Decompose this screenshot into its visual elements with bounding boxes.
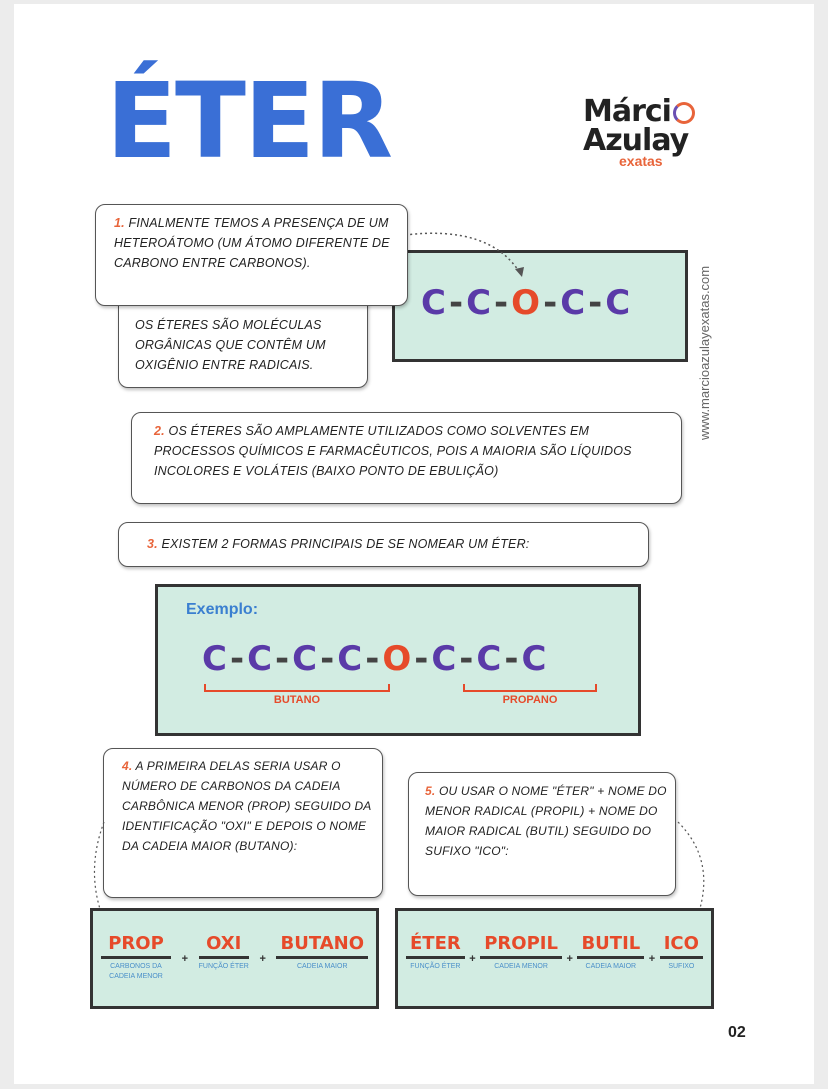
propano-label: PROPANO <box>502 694 558 706</box>
naming-row-1 <box>101 933 368 982</box>
naming-term <box>660 933 703 972</box>
carbon-atom: C <box>292 639 318 679</box>
example-label: Exemplo: <box>186 601 259 618</box>
term-caption: CADEIA MAIOR <box>296 963 348 970</box>
bond-icon: - <box>275 639 290 679</box>
carbon-atom: C <box>202 639 227 679</box>
example-box <box>155 584 641 736</box>
carbon-atom: C <box>337 639 363 679</box>
plus-sign: + <box>566 953 573 965</box>
carbon-atom: C <box>431 639 457 679</box>
naming-term <box>101 933 171 982</box>
carbon-atom: C <box>521 639 547 679</box>
term-caption: CARBONOS DA CADEIA MENOR <box>109 963 163 980</box>
step-number: 5. <box>425 784 436 798</box>
definition-card <box>118 296 368 388</box>
term-word: PROP <box>101 933 171 959</box>
naming-box-2 <box>395 908 714 1009</box>
bond-icon: - <box>588 283 603 323</box>
card-5-text: OU USAR O NOME "ÉTER" + NOME DO MENOR RADICAL (PROPIL) + NOME DO MAIOR RADICAL (BUTIL) SEGUIDO DO SUFIXO "ICO": <box>425 784 667 858</box>
naming-term <box>276 933 368 972</box>
term-word: BUTIL <box>577 933 644 959</box>
term-word: ICO <box>660 933 703 959</box>
term-caption: CADEIA MENOR <box>494 963 548 970</box>
card-2-text: OS ÉTERES SÃO AMPLAMENTE UTILIZADOS COMO SOLVENTES EM PROCESSOS QUÍMICOS E FARMACÊUTICOS, POIS A MAIORIA SÃO LÍQUIDOS INCOLORES E VOLÁTEIS (BAIXO PONTO DE EBULIÇÃO) <box>154 424 632 478</box>
butano-bracket <box>204 684 390 692</box>
card-3 <box>118 522 649 567</box>
bond-icon: - <box>459 639 474 679</box>
dashed-arrow-icon <box>86 820 108 920</box>
naming-term <box>199 933 249 972</box>
card-4-text: A PRIMEIRA DELAS SERIA USAR O NÚMERO DE CARBONOS DA CADEIA CARBÔNICA MENOR (PROP) SEGUIDO DA IDENTIFICAÇÃO "OXI" E DEPOIS O NOME DA CADEIA MAIOR (BUTANO): <box>122 759 372 853</box>
term-word: OXI <box>199 933 249 959</box>
website-url: www.marcioazulayexatas.com <box>697 265 712 440</box>
bond-icon: - <box>494 283 509 323</box>
oxygen-atom: O <box>511 283 541 323</box>
term-caption: SUFIXO <box>668 963 695 970</box>
term-word: ÉTER <box>406 933 465 959</box>
page-title: ÉTER <box>106 60 392 182</box>
carbon-atom: C <box>476 639 502 679</box>
oxygen-atom: O <box>382 639 412 679</box>
card-2 <box>131 412 682 504</box>
naming-term <box>577 933 644 972</box>
term-word: PROPIL <box>480 933 562 959</box>
term-word: BUTANO <box>276 933 368 959</box>
example-chain <box>202 639 546 679</box>
term-caption: FUNÇÃO ÉTER <box>410 963 461 970</box>
bond-icon: - <box>504 639 519 679</box>
card-1 <box>95 204 408 306</box>
dashed-arrow-icon <box>400 225 530 285</box>
naming-box-1 <box>90 908 379 1009</box>
plus-sign: + <box>181 953 189 965</box>
naming-term <box>406 933 465 972</box>
logo-line2: Azulay <box>583 122 689 158</box>
card-1-text: FINALMENTE TEMOS A PRESENÇA DE UM HETEROÁTOMO (UM ÁTOMO DIFERENTE DE CARBONO ENTRE CARBONOS). <box>114 216 390 270</box>
naming-term <box>480 933 562 972</box>
bond-icon: - <box>543 283 558 323</box>
carbon-atom: C <box>560 283 586 323</box>
plus-sign: + <box>469 953 476 965</box>
butano-label: BUTANO <box>273 694 321 706</box>
logo-line1: Márci <box>583 94 671 129</box>
molecule-chain <box>421 283 630 323</box>
card-3-text: EXISTEM 2 FORMAS PRINCIPAIS DE SE NOMEAR UM ÉTER: <box>161 537 530 551</box>
card-4 <box>103 748 383 898</box>
carbon-atom: C <box>605 283 631 323</box>
term-caption: FUNÇÃO ÉTER <box>198 963 249 970</box>
naming-row-2 <box>406 933 703 972</box>
step-number: 3. <box>147 537 158 551</box>
term-caption: CADEIA MAIOR <box>585 963 637 970</box>
dashed-arrow-icon <box>676 820 716 920</box>
step-number: 4. <box>122 759 133 773</box>
bond-icon: - <box>320 639 335 679</box>
logo <box>583 94 718 169</box>
card-5 <box>408 772 676 896</box>
bond-icon: - <box>365 639 380 679</box>
plus-sign: + <box>259 953 266 965</box>
logo-line3: exatas <box>619 153 663 169</box>
carbon-atom: C <box>247 639 273 679</box>
plus-sign: + <box>648 953 656 965</box>
bond-icon: - <box>448 283 464 323</box>
propano-bracket <box>463 684 597 692</box>
bond-icon: - <box>229 639 245 679</box>
step-number: 2. <box>154 424 165 438</box>
definition-text: OS ÉTERES SÃO MOLÉCULAS ORGÂNICAS QUE CONTÊM UM OXIGÊNIO ENTRE RADICAIS. <box>135 318 326 372</box>
carbon-atom: C <box>466 283 492 323</box>
page-number: 02 <box>728 1024 746 1041</box>
bond-icon: - <box>414 639 429 679</box>
carbon-atom: C <box>421 283 446 323</box>
logo-orbit-icon <box>673 102 695 124</box>
step-number: 1. <box>114 216 125 230</box>
